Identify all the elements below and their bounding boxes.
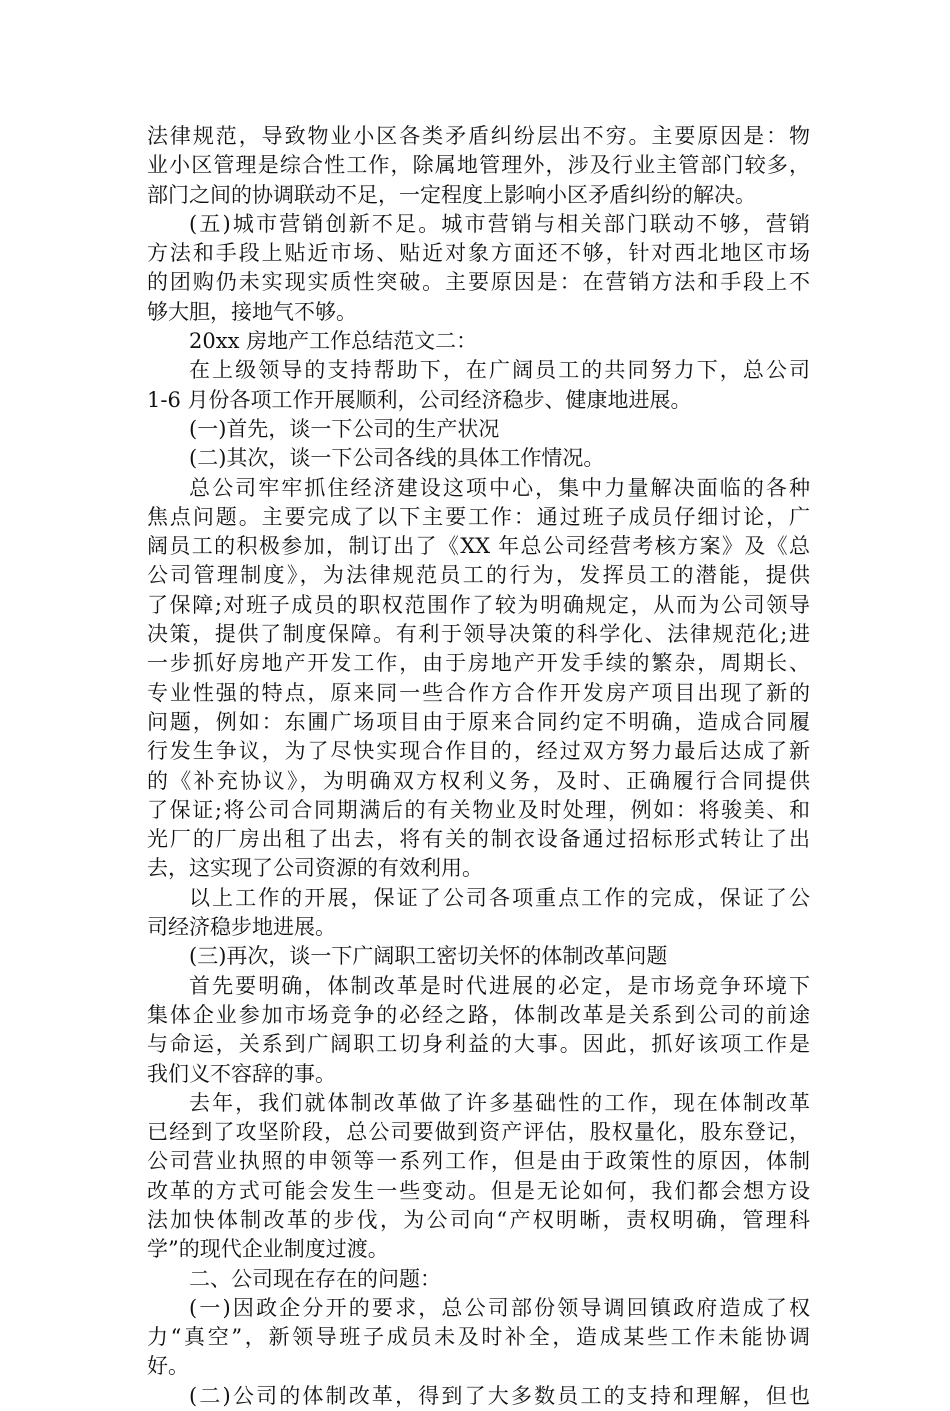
text-line: 好。 [147, 1354, 189, 1379]
text-line: (一)首先，谈一下公司的生产状况 [189, 416, 500, 441]
text-line: 公司管理制度》，为法律规范员工的行为，发挥员工的潜能，提供 [147, 563, 810, 588]
text-line: 首先要明确，体制改革是时代进展的必定，是市场竞争环境下 [189, 973, 810, 998]
text-line: 已经到了攻坚阶段，总公司要做到资产评估，股权量化，股东登记， [147, 1120, 810, 1145]
text-line: 去年，我们就体制改革做了许多基础性的工作，现在体制改革 [189, 1090, 810, 1115]
text-line: 以上工作的开展，保证了公司各项重点工作的完成，保证了公 [189, 885, 810, 910]
text-line: 法加快体制改革的步伐，为公司向“产权明晰，责权明确，管理科 [147, 1207, 810, 1232]
text-line: 够大胆，接地气不够。 [147, 299, 357, 324]
text-line: 了保障;对班子成员的职权范围作了较为明确规定，从而为公司领导 [147, 592, 810, 617]
text-line: 总公司牢牢抓住经济建设这项中心，集中力量解决面临的各种 [189, 475, 810, 500]
text-line: 业小区管理是综合性工作，除属地管理外，涉及行业主管部门较多， [147, 153, 810, 178]
text-line: 的《补充协议》，为明确双方权利义务，及时、正确履行合同提供 [147, 768, 810, 793]
text-line: 法律规范，导致物业小区各类矛盾纠纷层出不穷。主要原因是：物 [147, 124, 810, 148]
text-line: 二、公司现在存在的问题： [189, 1266, 441, 1291]
text-line: 与命运，关系到广阔职工切身利益的大事。因此，抓好该项工作是 [147, 1032, 810, 1057]
text-line: (一)因政企分开的要求，总公司部份领导调回镇政府造成了权 [189, 1295, 810, 1320]
text-line: (三)再次，谈一下广阔职工密切关怀的体制改革问题 [189, 944, 668, 969]
text-line: 决策，提供了制度保障。有利于领导决策的科学化、法律规范化;进 [147, 622, 810, 647]
text-line: 阔员工的积极参加，制订出了《XX 年总公司经营考核方案》及《总 [147, 534, 810, 559]
text-line: 改革的方式可能会发生一些变动。但是无论如何，我们都会想方设 [147, 1178, 810, 1203]
text-line: 力“真空”，新领导班子成员未及时补全，造成某些工作未能协调 [147, 1325, 810, 1350]
text-line: 我们义不容辞的事。 [147, 1061, 336, 1086]
text-line: 司经济稳步地进展。 [147, 915, 336, 940]
text-line: 在上级领导的支持帮助下，在广阔员工的共同努力下，总公司 [189, 358, 810, 383]
text-line: (五)城市营销创新不足。城市营销与相关部门联动不够，营销 [189, 211, 810, 236]
text-line: 一步抓好房地产开发工作，由于房地产开发手续的繁杂，周期长、 [147, 651, 810, 676]
text-line: 了保证;将公司合同期满后的有关物业及时处理，例如：将骏美、和 [147, 797, 810, 822]
text-line: 20xx 房地产工作总结范文二： [189, 329, 478, 354]
text-line: 去，这实现了公司资源的有效利用。 [147, 856, 483, 881]
text-line: 焦点问题。主要完成了以下主要工作：通过班子成员仔细讨论，广 [147, 504, 810, 529]
text-line: 学”的现代企业制度过渡。 [147, 1237, 389, 1262]
text-line: 集体企业参加市场竞争的必经之路，体制改革是关系到公司的前途 [147, 1002, 810, 1027]
text-line: (二)其次，谈一下公司各线的具体工作情况。 [189, 446, 605, 471]
text-line: 方法和手段上贴近市场、贴近对象方面还不够，针对西北地区市场 [147, 241, 810, 266]
document-body [147, 122, 810, 1411]
text-line: 公司营业执照的申领等一系列工作，但是由于政策性的原因，体制 [147, 1149, 810, 1174]
text-line: 部门之间的协调联动不足，一定程度上影响小区矛盾纠纷的解决。 [147, 182, 756, 207]
text-line: 的团购仍未实现实质性突破。主要原因是：在营销方法和手段上不 [147, 270, 810, 295]
text-line: 行发生争议，为了尽快实现合作目的，经过双方努力最后达成了新 [147, 739, 810, 764]
text-line: 专业性强的特点，原来同一些合作方合作开发房产项目出现了新的 [147, 680, 810, 705]
text-line: 问题，例如：东圃广场项目由于原来合同约定不明确，造成合同履 [147, 709, 810, 734]
text-line: (二)公司的体制改革，得到了大多数员工的支持和理解，但也 [189, 1383, 810, 1408]
text-line: 1-6 月份各项工作开展顺利，公司经济稳步、健康地进展。 [147, 387, 692, 412]
text-line: 光厂的厂房出租了出去，将有关的制衣设备通过招标形式转让了出 [147, 827, 810, 852]
